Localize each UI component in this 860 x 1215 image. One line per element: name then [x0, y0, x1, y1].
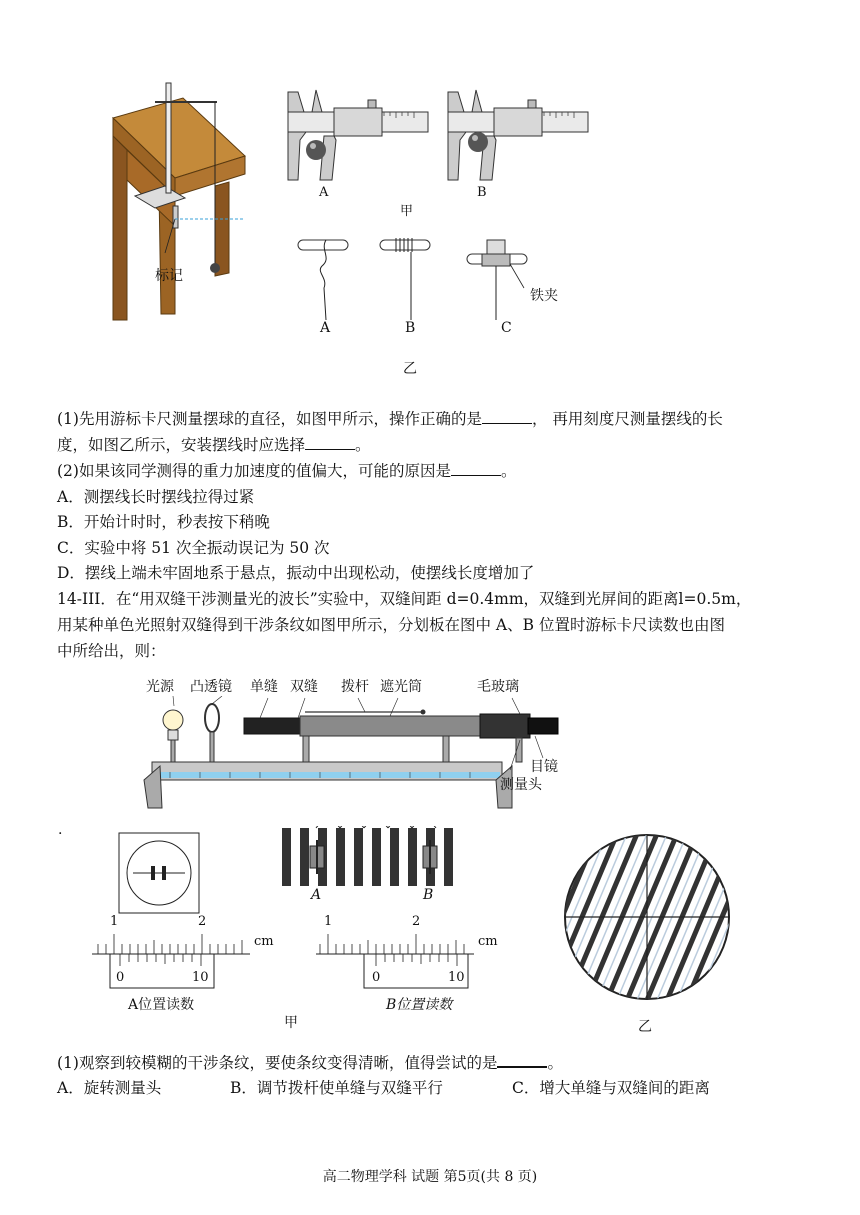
biaoji-label: 标记 [155, 268, 183, 284]
caliper-b-figure [442, 82, 590, 187]
stray-dot: . [58, 822, 63, 838]
q14-1-stem [57, 1052, 563, 1074]
scale-a-vernier-10: 10 [192, 970, 209, 985]
q13-option-b: B．开始计时时，秒表按下稍晚 [57, 513, 270, 531]
q13-option-c: C．实验中将 51 次全振动误记为 50 次 [57, 539, 330, 557]
q13-option-d: D．摆线上端未牢固地系于悬点，振动中出现松动，使摆线长度增加了 [57, 564, 535, 582]
q14-1-option-b: B．调节拨杆使单缝与双缝平行 [230, 1079, 443, 1097]
q14-1-stem-a: (1)观察到较模糊的干涉条纹，要使条纹变得清晰，值得尝试的是 [57, 1054, 498, 1072]
q13-line1 [57, 408, 723, 430]
pendulum-table-figure [105, 78, 255, 323]
scale-b-vernier-10: 10 [448, 970, 465, 985]
page-footer: 高二物理学科 试题 第5页(共 8 页) [322, 1169, 538, 1185]
q13-line1-a: (1)先用游标卡尺测量摆球的直径，如图甲所示，操作正确的是 [57, 410, 482, 428]
q14-1-option-a: A．旋转测量头 [57, 1079, 162, 1097]
q14-line3: 中所给出，则： [57, 642, 166, 660]
q13-line2-a: 度，如图乙所示，安装摆线时应选择 [57, 436, 306, 454]
answer-blank-2[interactable] [305, 435, 355, 450]
scale-b-main-1: 1 [324, 914, 333, 929]
q13-q2-b: 。 [500, 462, 517, 480]
yi-b-label: B [405, 320, 416, 336]
q14-1-option-c: C．增大单缝与双缝间的距离 [512, 1079, 710, 1097]
q14-line1: 14-III．在“用双缝干涉测量光的波长”实验中，双缝间距 d=0.4mm，双缝到光屏间的距离l=0.5m， [57, 590, 752, 608]
scale-a-main-1: 1 [110, 914, 119, 929]
label-eyepiece: 目镜 [530, 759, 558, 775]
fringe-a-label: A [311, 887, 322, 903]
reticle-view [118, 832, 200, 914]
suspension-methods-figure [292, 232, 552, 322]
tiejia-label: 铁夹 [530, 288, 558, 304]
q13-q2 [57, 460, 516, 482]
double-slit-apparatus [140, 696, 580, 816]
scale-b-unit: cm [478, 934, 498, 949]
scale-a-main-2: 2 [198, 914, 207, 929]
q13-q2-a: (2)如果该同学测得的重力加速度的值偏大，可能的原因是 [57, 462, 451, 480]
label-convex-lens: 凸透镜 [190, 679, 232, 695]
scale-a-caption: A位置读数 [128, 997, 195, 1013]
jia-a-label: A [319, 185, 329, 200]
scale-a-vernier-0: 0 [116, 970, 125, 985]
fringe-circle-view [562, 832, 732, 1002]
fig2-jia-caption: 甲 [284, 1015, 298, 1031]
fringe-b-label: B [423, 887, 434, 903]
jia-b-label: B [477, 185, 487, 200]
answer-blank-3[interactable] [451, 461, 501, 476]
yi-caption: 乙 [403, 361, 417, 377]
yi-c-label: C [501, 320, 512, 336]
yi-a-label: A [320, 320, 331, 336]
scale-b-vernier-0: 0 [372, 970, 381, 985]
fig2-yi-caption: 乙 [638, 1019, 652, 1035]
label-hood: 遮光筒 [380, 679, 422, 695]
jia-caption: 甲 [400, 204, 414, 219]
q13-option-a: A．测摆线长时摆线拉得过紧 [57, 488, 255, 506]
answer-blank-1[interactable] [482, 409, 532, 424]
label-double-slit: 双缝 [290, 679, 318, 695]
q14-1-stem-b: 。 [547, 1054, 563, 1072]
scale-a-unit: cm [254, 934, 274, 949]
label-light-source: 光源 [146, 679, 174, 695]
fringe-pattern [280, 826, 460, 888]
scale-b-main-2: 2 [412, 914, 421, 929]
answer-blank-4[interactable] [497, 1052, 547, 1068]
label-frosted-glass: 毛玻璃 [477, 679, 519, 695]
label-measuring-head: 测量头 [500, 777, 542, 793]
label-single-slit: 单缝 [250, 679, 278, 695]
scale-b-caption: B位置读数 [386, 997, 453, 1013]
q13-line2-b: 。 [355, 436, 371, 454]
q14-line2: 用某种单色光照射双缝得到干涉条纹如图甲所示，分划板在图中 A、B 位置时游标卡尺读数也由图 [57, 616, 725, 634]
q13-line2 [57, 434, 371, 456]
label-lever: 拨杆 [341, 679, 369, 695]
q13-line1-b: ， 再用刻度尺测量摆线的长 [531, 410, 723, 428]
caliper-a-figure [282, 82, 430, 187]
